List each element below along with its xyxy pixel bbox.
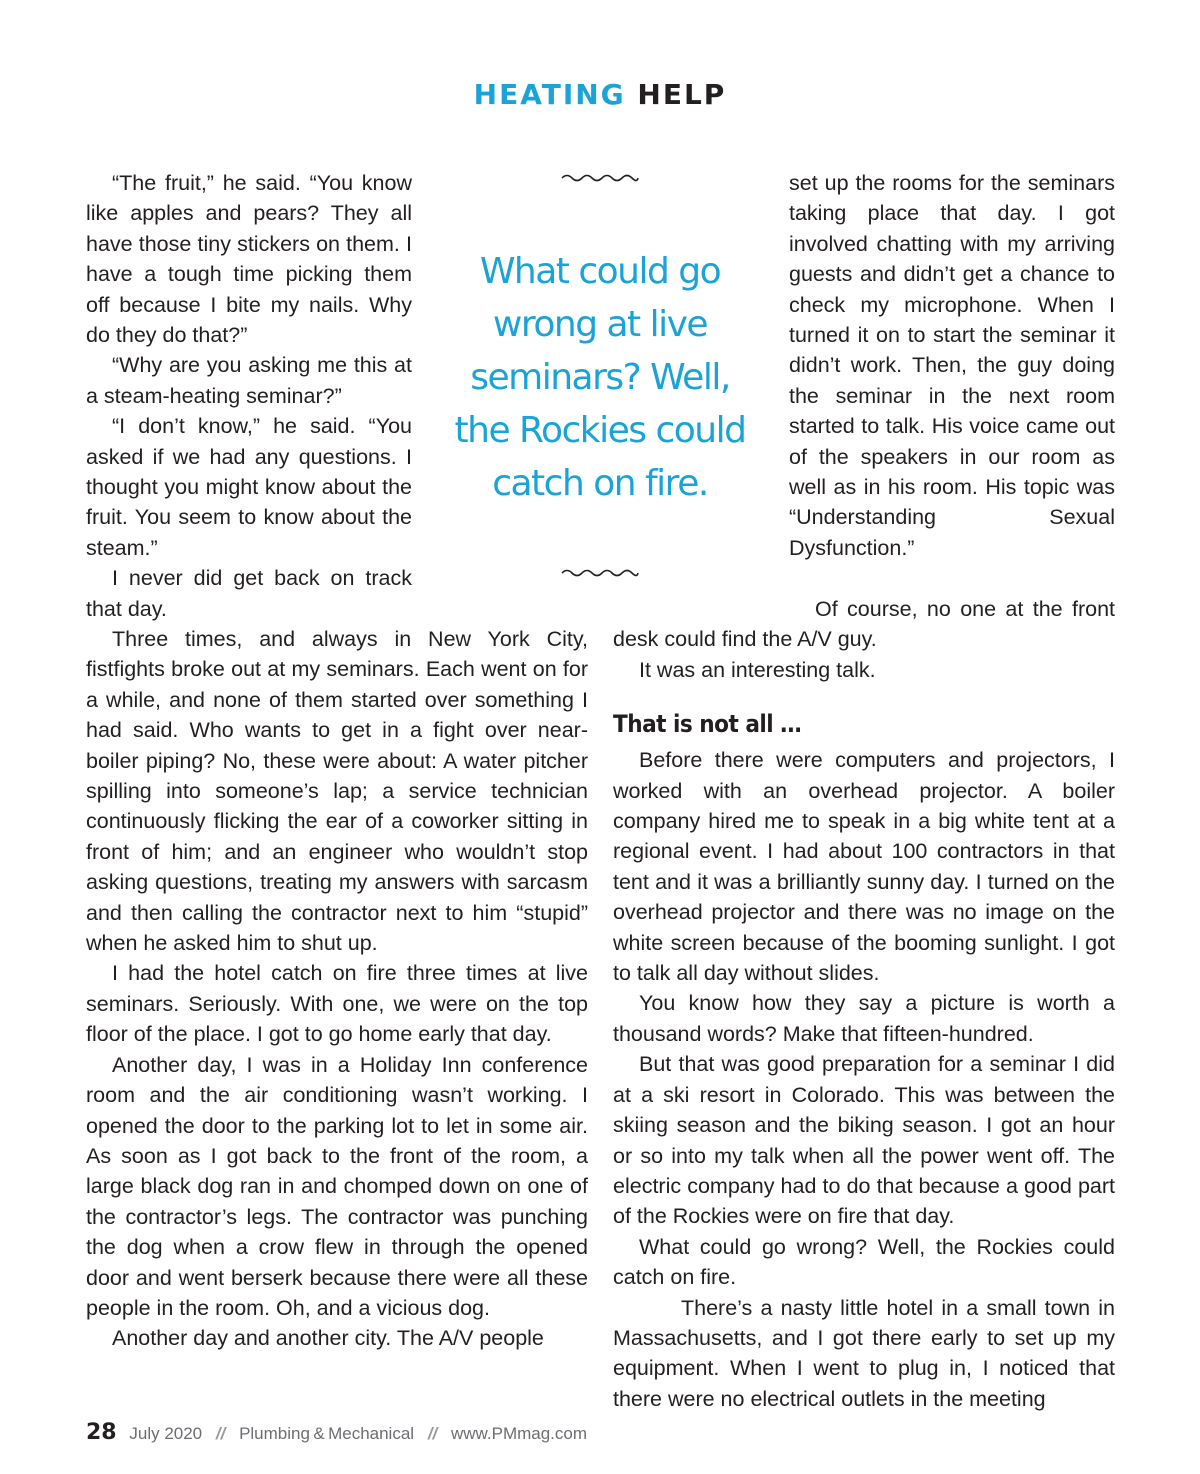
body-paragraph: I never did get back on track that day.: [86, 566, 412, 621]
squiggle-divider-top: [560, 171, 640, 185]
issue-date: July 2020: [129, 1424, 203, 1443]
body-paragraph: Another day and another city. The A/V people: [112, 1326, 544, 1351]
left-column: [86, 168, 412, 624]
publication-name: Plumbing & Mechanical: [239, 1424, 415, 1443]
page-footer: [86, 1420, 587, 1445]
body-paragraph: Three times, and always in New York City, fistfights broke out at my seminars. Each went on for a while, and none of them started over something I had said. Who wants to get in a fight over near-boiler piping? No, these were about: A water pitcher spilling into someone’s lap; a service technician continuously flicking the ear of a coworker sitting in front of him; and an engineer who wouldn’t stop asking questions, treating my answers with sarcasm and then calling the contractor next to him “stupid” when he asked him to shut up.: [86, 627, 588, 956]
bottom-left-column: [86, 624, 588, 1354]
body-paragraph: Before there were computers and projectors, I worked with an overhead projector. A boiler company hired me to speak in a big white tent at a regional event. I had about 100 contractors in that tent and it was a brilliantly sunny day. I turned on the overhead projector and there was no image on the white screen because of the booming sunlight. I got to talk all day without slides.: [613, 748, 1115, 986]
body-paragraph: Another day, I was in a Holiday Inn conference room and the air conditioning wasn’t working. I opened the door to the parking lot to let in some air. As soon as I got back to the front of the room, a large black dog ran in and chomped down on one of the contractor’s legs. The contractor was punching the dog when a crow flew in through the opened door and went berserk because there were all these people in the room. Oh, and a vicious dog.: [86, 1052, 588, 1320]
subheading: That is not all …: [613, 710, 802, 739]
body-paragraph: You know how they say a picture is worth a thousand words? Make that fifteen-hundred.: [613, 991, 1115, 1046]
body-paragraph: set up the rooms for the seminars taking place that day. I got involved chatting with my arriving guests and didn’t get a chance to check my microphone. When I turned it on to start the seminar it didn’t work. Then, the guy doing the seminar in the next room started to talk. His voice came out of the speakers in our room as well as in his room. His topic was “Understanding Sexual Dysfunction.”: [789, 171, 1115, 560]
page-number: 28: [86, 1420, 117, 1445]
right-top-column: [789, 168, 1115, 563]
section-header-part2: HELP: [637, 78, 727, 111]
footer-separator: //: [215, 1424, 226, 1443]
footer-separator: //: [427, 1424, 438, 1443]
body-paragraph: There’s a nasty little hotel in a small town in Massachusetts, and I got there early to set up my equipment. When I went to plug in, I noticed that there were no electrical outlets in the meeting: [613, 1295, 1115, 1411]
body-paragraph: What could go wrong? Well, the Rockies could catch on fire.: [613, 1234, 1115, 1290]
body-paragraph: It was an interesting talk.: [639, 657, 876, 682]
body-paragraph: “The fruit,” he said. “You know like apples and pears? They all have those tiny stickers on them. I have a tough time picking them off because I bite my nails. Why do they do that?”: [86, 171, 412, 348]
bottom-right-column: [613, 594, 1115, 1414]
body-paragraph: Of course, no one at the front desk could find the A/V guy.: [613, 597, 1115, 652]
body-paragraph: “Why are you asking me this at a steam-heating seminar?”: [86, 353, 412, 408]
section-header-part1: HEATING: [473, 78, 626, 111]
website-link[interactable]: www.PMmag.com: [451, 1424, 588, 1443]
body-paragraph: But that was good preparation for a seminar I did at a ski resort in Colorado. This was between the skiing season and the biking season. I got an hour or so into my talk when all the power went off. The electric company had to do that because a good part of the Rockies were on fire that day.: [613, 1052, 1115, 1229]
body-paragraph: I had the hotel catch on fire three times at live seminars. Seriously. With one, we were on the top floor of the place. I got to go home early that day.: [86, 961, 588, 1047]
pull-quote: What could go wrong at live seminars? Well, the Rockies could catch on fire.: [454, 251, 746, 504]
body-paragraph: “I don’t know,” he said. “You asked if we had any questions. I thought you might know about the fruit. You seem to know about the steam.”: [86, 414, 412, 560]
section-header: [0, 78, 1200, 111]
squiggle-divider-bottom: [560, 566, 640, 580]
